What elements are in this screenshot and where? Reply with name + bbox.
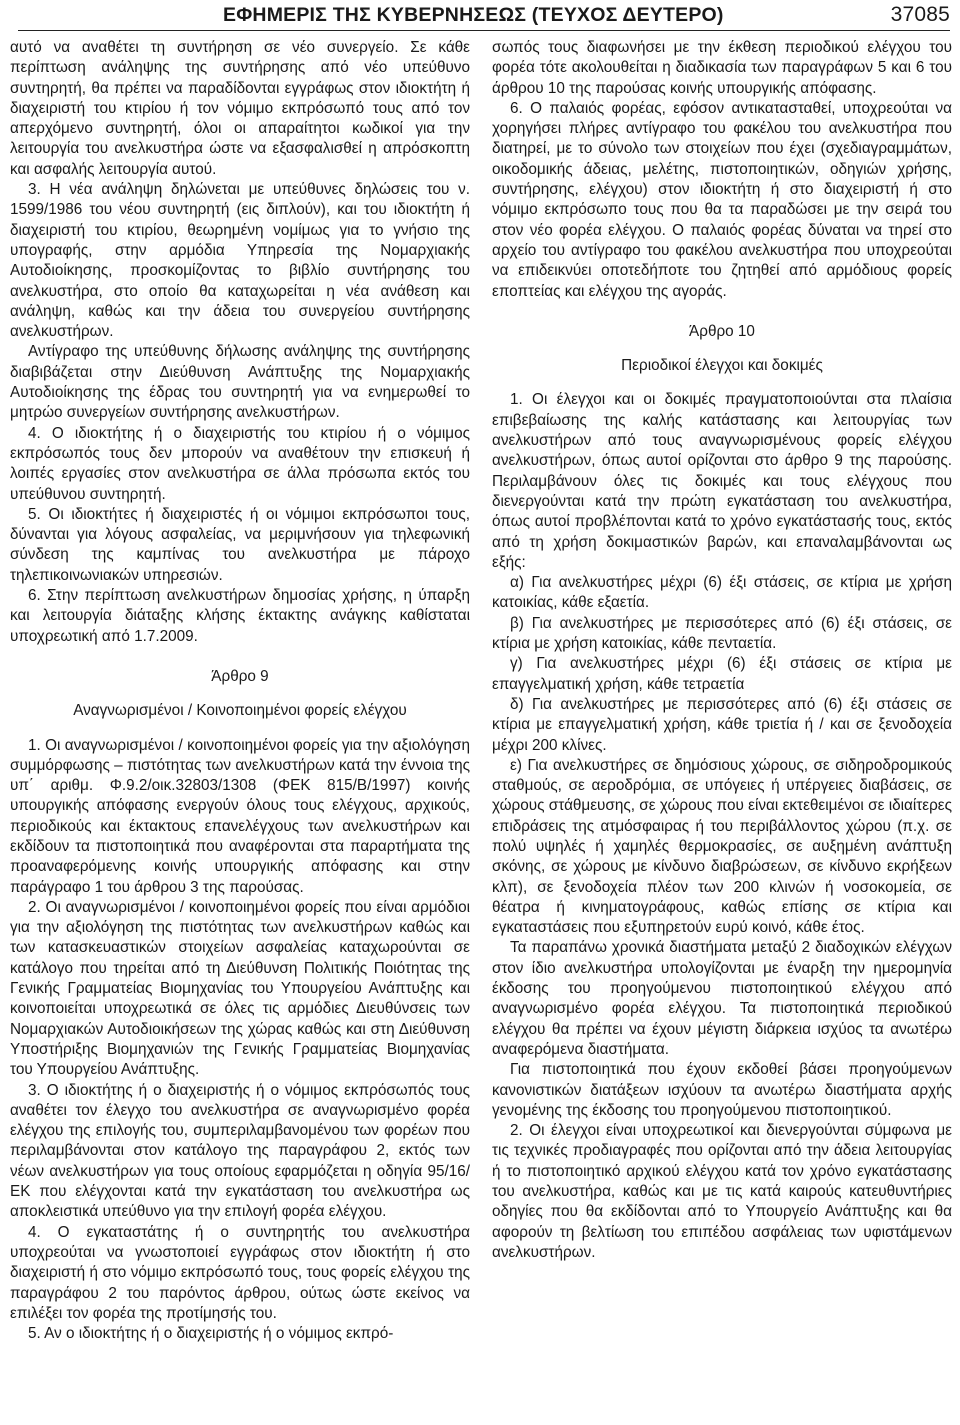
article-9-subtitle: Αναγνωρισμένοι / Κοινοποιημένοι φορείς ελέγχου <box>73 702 407 720</box>
page-header <box>18 0 950 30</box>
paragraph: 2. Οι αναγνωρισμένοι / κοινοποιημένοι φορείς που είναι αρμόδιοι για την αξιολόγηση της πιστότητας των ανελκυστήρων καθώς και των κατασκευαστικών στοιχείων ασφαλείας καταχωρούνται σε κατάλογο που τηρείται από τη Διεύθυνση Πολιτικής Ποιότητας της Γενικής Γραμματείας Βιομηχανίας του Υπουργείου Ανάπτυξης και κοινοποιείται υποχρεωτικά σε όλες τις αρμόδιες Διευθύνσεις των Νομαρχιακών Αυτοδιοικήσεων της χώρας καθώς και στη Διεύθυνση Υποστήριξης Βιομηχανιών της Γενικής Γραμματείας Βιομηχανίας του Υπουργείου Ανάπτυξης. <box>10 898 470 1079</box>
paragraph: 6. Στην περίπτωση ανελκυστήρων δημοσίας χρήσης, η ύπαρξη και λειτουργία διάταξης κλήσης έκτακτης ανάγκης καθίσταται υποχρεωτική από 1.7.2009. <box>10 587 470 645</box>
paragraph: Τα παραπάνω χρονικά διαστήματα μεταξύ 2 διαδοχικών ελέγχων στον ίδιο ανελκυστήρα υπολογίζονται με έναρξη την ημερομηνία έκδοσης του προηγούμενου πιστοποιητικού ελέγχου από αναγνωρισμένο φορέα ελέγχου. Τα πιστοποιητικά περιοδικού ελέγχου θα πρέπει να έχουν μέγιστη διάρκεια ισχύος τα ανωτέρω αναφερόμενα διαστήματα. <box>492 939 952 1058</box>
paragraph: αυτό να αναθέτει τη συντήρηση σε νέο συνεργείο. Σε κάθε περίπτωση ανάληψης της συντήρησης από νέο υπεύθυνο συντηρητή, θα πρέπει να παραδίδονται εγγράφως στον ιδιοκτήτη ή διαχειριστή του κτιρίου ή τον νόμιμο εκπρόσωπό τους από τον απερχόμενο συντηρητή, όλοι οι απαραίτητοι κωδικοί για την λειτουργία του ανελκυστήρα ώστε να εξασφαλισθεί η απρόσκοπτη και ασφαλής λειτουργία αυτού. <box>10 39 470 178</box>
paragraph: Αντίγραφο της υπεύθυνης δήλωσης ανάληψης της συντήρησης διαβιβάζεται στην Διεύθυνση Ανάπτυξης της Νομαρχιακής Αυτοδιοίκησης της έδρας του συντηρητή για να ενημερωθεί το μητρώο συνεργείων συντήρησης ανελκυστήρων. <box>10 343 470 422</box>
paragraph: Για πιστοποιητικά που έχουν εκδοθεί βάσει προηγούμενων κανονιστικών διατάξεων ισχύουν τα ανωτέρω διαστήματα αρχής γενομένης της έκδοσης του προηγούμενου πιστοποιητικού. <box>492 1061 952 1119</box>
paragraph: 4. Ο εγκαταστάτης ή ο συντηρητής του ανελκυστήρα υποχρεούται να γνωστοποιεί εγγράφως στον ιδιοκτήτη ή στο διαχειριστή ή στο νόμιμο εκπρόσωπό τους, τους φορείς ελέγχου της παραγράφου 2 του παρόντος άρθρου, ούτως ώστε εκείνος να επιλέξει τον φορέα της προτίμησής του. <box>10 1223 470 1322</box>
paragraph: 3. Ο ιδιοκτήτης ή ο διαχειριστής ή ο νόμιμος εκπρόσωπός τους αναθέτει τον έλεγχο του ανελκυστήρα σε αναγνωρισμένο φορέα ελέγχου της επιλογής του, συμπεριλαμβανομένου των φορέων που περιλαμβάνονται στον κατάλογο της παραγράφου 2, εκτός των νέων ανελκυστήρων για τους οποίους εφαρμόζεται η οδηγία 95/16/ΕΚ που ελέγχονται κατά την εγκατάσταση του ανελκυστήρα ως αποκλειστικά υπεύθυνο για την επιλογή φορέα ελέγχου. <box>10 1081 470 1221</box>
left-column <box>10 38 470 1344</box>
article-9-title: Άρθρο 9 <box>211 667 269 685</box>
paragraph: 2. Οι έλεγχοι είναι υποχρεωτικοί και διενεργούνται σύμφωνα με τις τεχνικές προδιαγραφές που ορίζονται από την άδεια λειτουργίας ή το πιστοποιητικό αρχικού ελέγχου κατά τον χρόνο εγκατάστασης του ανελκυστήρα, καθώς και με τις κατά καιρούς κατευθυντήριες οδηγίες που θα εκδίδονται από το Υπουργείο Ανάπτυξης και θα αφορούν τη βελτίωση του επιπέδου ασφάλειας των υφιστάμενων ανελκυστήρων. <box>492 1122 952 1261</box>
paragraph: 4. Ο ιδιοκτήτης ή ο διαχειριστής του κτιρίου ή ο νόμιμος εκπρόσωπός τους δεν μπορούν να αναθέτουν την επισκευή ή λοιπές εργασίες στον ανελκυστήρα σε άλλα πρόσωπα εκτός του υπεύθυνου συντηρητή. <box>10 424 470 503</box>
right-column <box>492 38 952 1263</box>
paragraph: 1. Οι αναγνωρισμένοι / κοινοποιημένοι φορείς για την αξιολόγηση συμμόρφωσης – πιστότητας των ανελκυστήρων κατά την έννοια της υπ΄ αριθμ. Φ.9.2/οικ.32803/1308 (ΦΕΚ 815/Β/1997) κοινής υπουργικής απόφασης ενεργούν όλους τους ελέγχους, αρχικούς, περιοδικούς και έκτακτους επανελέγχους των ανελκυστήρων και εκδίδουν τα πιστοποιητικά που αναφέρονται στα παραρτήματα της προαναφερόμενης κοινής υπουργικής απόφασης και στην παράγραφο 1 του άρθρου 3 της παρούσας. <box>10 736 470 896</box>
paragraph: 6. Ο παλαιός φορέας, εφόσον αντικατασταθεί, υποχρεούται να χορηγήσει πλήρες αντίγραφο του φακέλου του ανελκυστήρα που διατηρεί, με το σύνολο των στοιχείων που έχει (σχεδιαγραμμάτων, οικοδομικής άδειας, μελέτης, πιστοποιητικών, οδηγιών χρήσης, συντήρησης, ελέγχου) στον ιδιοκτήτη ή στο διαχειριστή ή στο νόμιμο εκπρόσωπο τους που θα τα παραδώσει με την σειρά του στον νέο φορέα ελέγχου. Ο παλαιός φορέας δύναται να τηρεί στο αρχείο του αντίγραφο του φακέλου ανελκυστήρα που υποχρεούται να επιδεικνύει οποτεδήποτε του ζητηθεί από αρμόδιους φορείς εποπτείας και ελέγχου της αγοράς. <box>492 99 952 300</box>
gazette-title: ΕΦΗΜΕΡΙΣ ΤΗΣ ΚΥΒΕΡΝΗΣΕΩΣ (ΤΕΥΧΟΣ ΔΕΥΤΕΡΟ) <box>223 4 724 26</box>
paragraph: 5. Αν ο ιδιοκτήτης ή ο διαχειριστής ή ο νόμιμος εκπρό- <box>28 1325 394 1343</box>
paragraph: 3. Η νέα ανάληψη δηλώνεται με υπεύθυνες δηλώσεις του ν. 1599/1986 του νέου συντηρητή (εις διπλούν), και του ιδιοκτήτη ή διαχειριστή του κτιρίου, θεωρημένη νομίμως για το γνήσιο της υπογραφής, στην αρμόδια Υπηρεσία της Νομαρχιακής Αυτοδιοίκησης, προσκομίζοντας το βιβλίο συντήρησης του ανελκυστήρα, στο οποίο θα καταχωρείται η νέα ανάθεση και ανάληψη, καθώς και την άδεια του συνεργείου συντήρησης ανελκυστήρων. <box>10 181 470 341</box>
paragraph: 1. Οι έλεγχοι και οι δοκιμές πραγματοποιούνται στα πλαίσια επιβεβαίωσης της καλής κατάστασης και λειτουργίας των ανελκυστήρων από τους αναγνωρισμένους φορείς ελέγχου ανελκυστήρων, όπως αυτοί ορίζονται στο άρθρο 9 της παρούσης. Περιλαμβάνουν όλες τις δοκιμές και τους ελέγχους που διενεργούνται κατά την πρώτη εγκατάσταση του ανελκυστήρα, όπως αυτοί προβλέπονται κατά το χρόνο εγκατάστασής τους, εκτός από τη χρήση δοκιμαστικών βαρών, και επαναλαμβάνονται ως εξής: <box>492 391 952 571</box>
paragraph: σωπός τους διαφωνήσει με την έκθεση περιοδικού ελέγχου του φορέα τότε ακολουθείται η διαδικασία των παραγράφων 5 και 6 του άρθρου 10 της παρούσας κοινής υπουργικής απόφασης. <box>492 39 952 97</box>
paragraph: 5. Οι ιδιοκτήτες ή διαχειριστές ή οι νόμιμοι εκπρόσωποι τους, δύνανται για λόγους ασφαλείας, να μεριμνήσουν για τηλεφωνική σύνδεση της καμπίνας του ανελκυστήρα με πάροχο τηλεπικοινωνιακών υπηρεσιών. <box>10 505 470 584</box>
page-number: 37085 <box>890 3 950 26</box>
article-10-subtitle: Περιοδικοί έλεγχοι και δοκιμές <box>621 357 823 375</box>
list-item: β) Για ανελκυστήρες με περισσότερες από (6) έξι στάσεις, σε κτίρια με χρήση κατοικίας, κάθε πενταετία. <box>492 614 952 653</box>
list-item: α) Για ανελκυστήρες μέχρι (6) έξι στάσεις, σε κτίρια με χρήση κατοικίας, κάθε εξαετία. <box>492 574 952 612</box>
list-item: ε) Για ανελκυστήρες σε δημόσιους χώρους, σε σιδηροδρομικούς σταθμούς, σε αεροδρόμια, σε υπόγειες ή υπέργειες διαβάσεις, σε χώρους στάθμευσης, σε χώρους που είναι εκτεθειμένοι σε ιδιαίτερες επιδράσεις της ατμόσφαιρας ή του περιβάλλοντος χώρου (π.χ. σε πολύ υψηλές ή χαμηλές θερμοκρασίες, σε αυξημένη ανάπτυξη σκόνης, σε χώρους με κίνδυνο διαβρώσεων, σε κίνδυνο εκρήξεων κλπ), σε ξενοδοχεία πλέον των 200 κλινών ή νοσοκομεία, σε θέατρα ή κινηματογράφους, καθώς επίσης σε κτίρια και εγκαταστάσεις που εξυπηρετούν ευρύ κοινό, κάθε έτος. <box>492 756 952 937</box>
list-item: γ) Για ανελκυστήρες μέχρι (6) έξι στάσεις σε κτίρια με επαγγελματική χρήση, κάθε τετραετία <box>492 655 952 693</box>
article-10-title: Άρθρο 10 <box>689 322 755 340</box>
header-rule <box>18 30 950 31</box>
list-item: δ) Για ανελκυστήρες με περισσότερες από (6) έξι στάσεις σε κτίρια με επαγγελματική χρήση, κάθε τριετία ή / και σε ξενοδοχεία μέχρι 200 κλίνες. <box>492 695 952 754</box>
